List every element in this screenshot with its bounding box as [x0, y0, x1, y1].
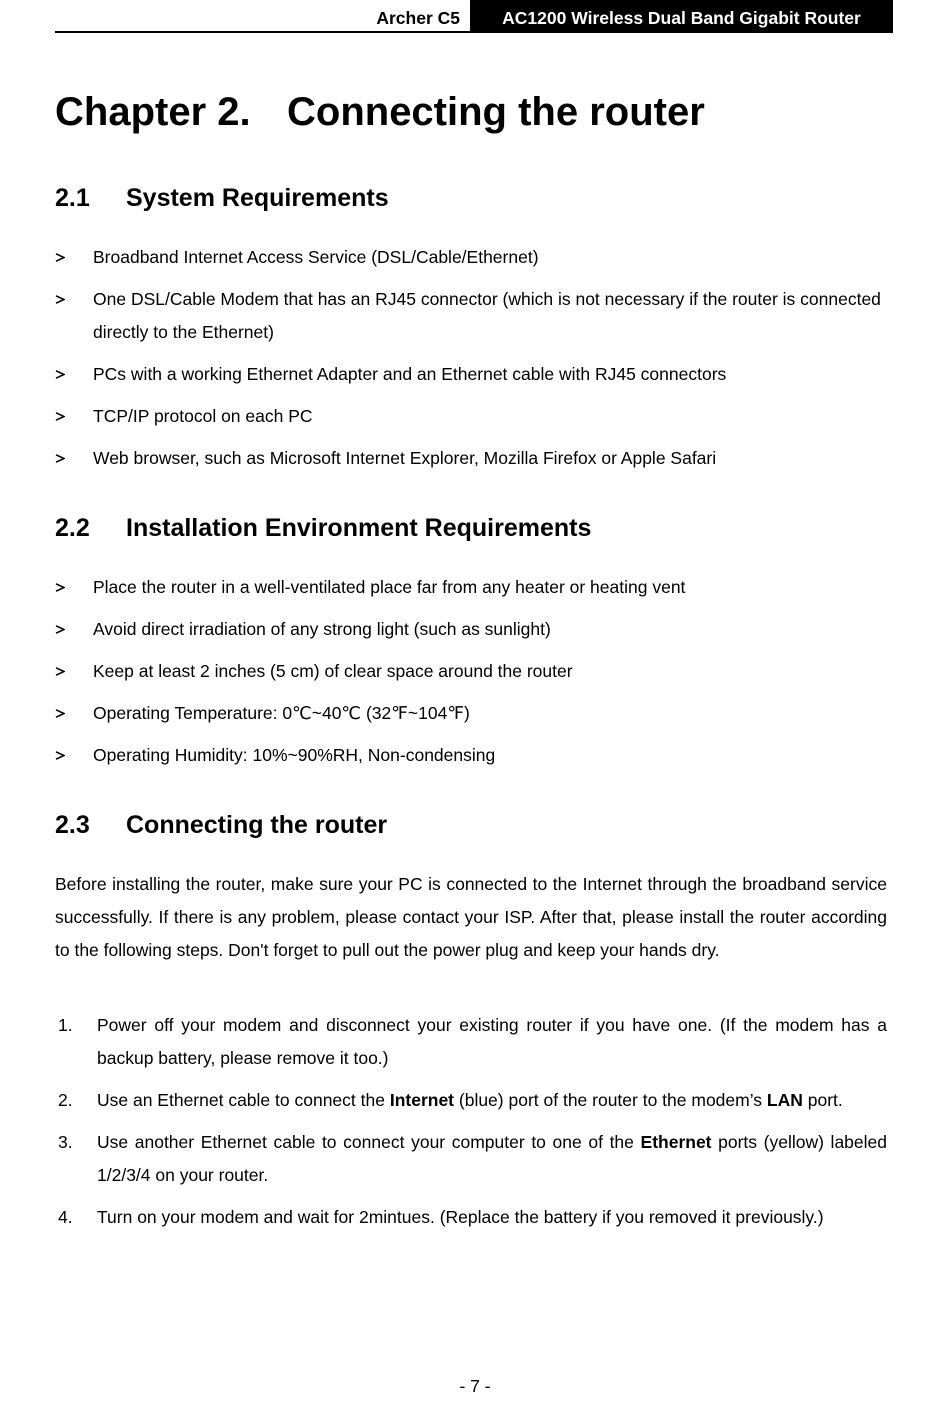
- chapter-number: Chapter 2.: [55, 90, 251, 134]
- list-item-text: TCP/IP protocol on each PC: [93, 406, 313, 426]
- list-item: [55, 400, 887, 433]
- list-item: [55, 655, 887, 688]
- step-item: [55, 1009, 887, 1075]
- list-item: [55, 358, 887, 391]
- list-item: [55, 571, 887, 604]
- list-item: [55, 739, 887, 772]
- section-heading-2-2: [55, 513, 591, 543]
- step-number: 3.: [58, 1132, 73, 1152]
- arrow-bullet-icon: [55, 739, 67, 772]
- list-item-text: PCs with a working Ethernet Adapter and an Ethernet cable with RJ45 connectors: [93, 364, 727, 384]
- list-item: [55, 241, 887, 274]
- intro-paragraph: Before installing the router, make sure your PC is connected to the Internet through the broadband service successfully. If there is any problem, please contact your ISP. After that, please install the router according to the following steps. Don't forget to pull out the power plug and keep your hands dry.: [55, 874, 887, 960]
- list-item: [55, 283, 887, 349]
- section-heading-2-3: [55, 810, 387, 840]
- step-text: ports (yellow) labeled 1/2/3/4 on your router.: [97, 1132, 887, 1185]
- list-item-text: Place the router in a well-ventilated place far from any heater or heating vent: [93, 577, 686, 597]
- page-number: - 7 -: [459, 1376, 491, 1396]
- step-text: Power off your modem and disconnect your existing router if you have one. (If the modem has a backup battery, please remove it too.): [97, 1015, 887, 1068]
- step-text: port.: [802, 1090, 843, 1110]
- list-item-text: One DSL/Cable Modem that has an RJ45 connector (which is not necessary if the router is connected directly to the Ethernet): [93, 289, 881, 342]
- step-bold-term: Internet: [389, 1090, 455, 1110]
- arrow-bullet-icon: [55, 697, 67, 730]
- step-item: [55, 1084, 887, 1117]
- section-number: 2.2: [55, 514, 90, 542]
- list-item-text: Avoid direct irradiation of any strong light (such as sunlight): [93, 619, 551, 639]
- step-text: Use another Ethernet cable to connect your computer to one of the: [97, 1132, 641, 1152]
- section-heading-2-1: [55, 183, 389, 213]
- arrow-bullet-icon: [55, 400, 67, 433]
- chapter-title: Connecting the router: [287, 90, 705, 134]
- list-item-text: Operating Temperature: 0℃~40℃ (32℉~104℉): [93, 703, 470, 723]
- section-title: Installation Environment Requirements: [126, 514, 592, 542]
- section-number: 2.3: [55, 811, 90, 839]
- arrow-bullet-icon: [55, 571, 67, 604]
- arrow-bullet-icon: [55, 613, 67, 646]
- step-bold-term: Ethernet: [640, 1132, 712, 1152]
- installation-environment-list: [55, 571, 887, 781]
- step-text: Turn on your modem and wait for 2mintues. (Replace the battery if you removed it previously.): [97, 1207, 824, 1227]
- arrow-bullet-icon: [55, 358, 67, 391]
- list-item: [55, 613, 887, 646]
- arrow-bullet-icon: [55, 283, 67, 316]
- connection-steps-list: [55, 1009, 887, 1243]
- list-item: [55, 442, 887, 475]
- section-title: System Requirements: [126, 184, 389, 212]
- system-requirements-list: [55, 241, 887, 484]
- arrow-bullet-icon: [55, 442, 67, 475]
- header-model: Archer C5: [376, 8, 460, 28]
- step-number: 2.: [58, 1090, 73, 1110]
- step-bold-term: LAN: [766, 1090, 803, 1110]
- list-item-text: Broadband Internet Access Service (DSL/Cable/Ethernet): [93, 247, 539, 267]
- step-number: 4.: [58, 1207, 73, 1227]
- list-item: [55, 697, 887, 730]
- section-number: 2.1: [55, 184, 90, 212]
- step-item: [55, 1201, 887, 1234]
- header-product-title: AC1200 Wireless Dual Band Gigabit Router: [470, 0, 893, 31]
- arrow-bullet-icon: [55, 241, 67, 274]
- step-text: (blue) port of the router to the modem’s: [454, 1090, 767, 1110]
- arrow-bullet-icon: [55, 655, 67, 688]
- list-item-text: Keep at least 2 inches (5 cm) of clear space around the router: [93, 661, 573, 681]
- chapter-heading: [55, 86, 705, 138]
- step-item: [55, 1126, 887, 1192]
- step-text: Use an Ethernet cable to connect the: [97, 1090, 390, 1110]
- section-title: Connecting the router: [126, 811, 388, 839]
- page-header: [55, 0, 893, 33]
- step-number: 1.: [58, 1015, 73, 1035]
- list-item-text: Operating Humidity: 10%~90%RH, Non-condensing: [93, 745, 496, 765]
- list-item-text: Web browser, such as Microsoft Internet Explorer, Mozilla Firefox or Apple Safari: [93, 448, 717, 468]
